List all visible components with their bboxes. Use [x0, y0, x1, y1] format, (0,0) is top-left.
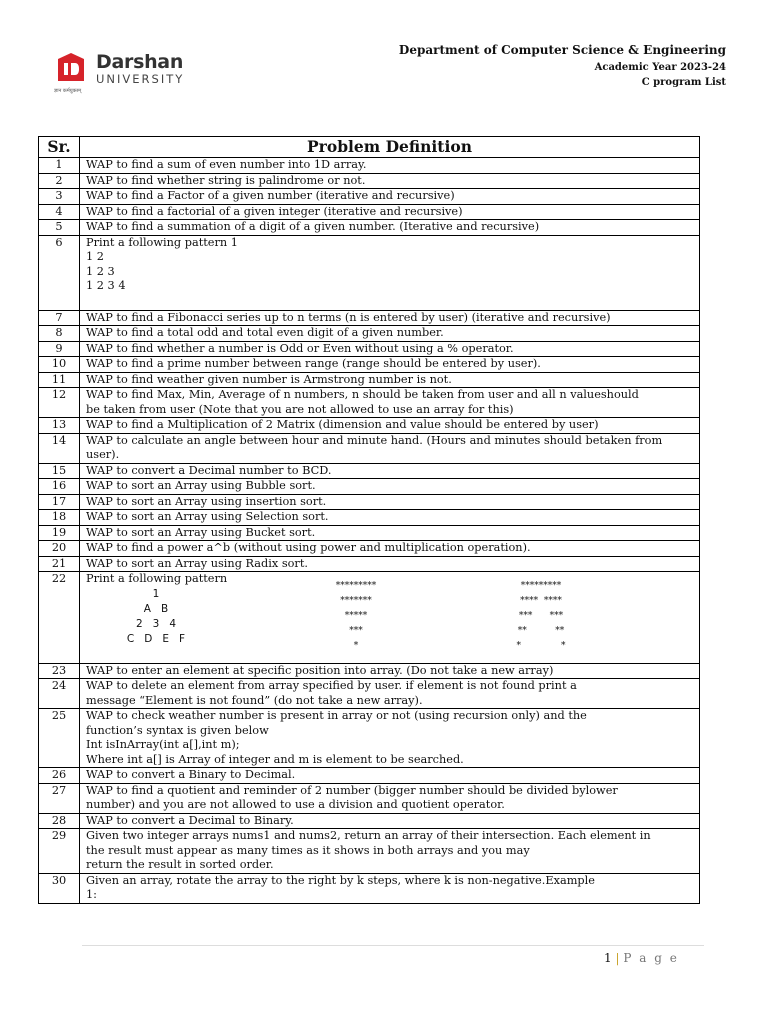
- problem-definition: [80, 510, 700, 526]
- definition-line: Print a following pattern: [86, 572, 228, 585]
- pattern-figures: [86, 580, 699, 663]
- definition-line: WAP to find a sum of even number into 1D array.: [86, 158, 367, 171]
- definition-line: message “Element is not found” (do not take a new array).: [86, 693, 423, 707]
- problem-definition: [80, 372, 700, 388]
- table-row: [39, 463, 700, 479]
- definition-line: WAP to convert a Binary to Decimal.: [86, 768, 296, 781]
- pattern-line: 1: [152, 587, 160, 600]
- column-header-definition: Problem Definition: [80, 137, 700, 158]
- table-row: [39, 310, 700, 326]
- logo-name: Darshan: [96, 51, 184, 73]
- table-row: [39, 556, 700, 572]
- problem-definition: [80, 556, 700, 572]
- table-row: [39, 873, 700, 903]
- definition-line: WAP to find a Factor of a given number (iterative and recursive): [86, 189, 455, 202]
- logo-subtitle: UNIVERSITY: [96, 72, 185, 86]
- pattern-line: 2 3 4: [135, 617, 177, 630]
- table-header-row: [39, 137, 700, 158]
- row-number: 24: [39, 679, 80, 709]
- department-heading: Department of Computer Science & Engineering: [398, 43, 726, 57]
- pattern-line: *********: [520, 580, 562, 591]
- row-number: 21: [39, 556, 80, 572]
- problem-definition: [80, 388, 700, 418]
- table-row: [39, 326, 700, 342]
- university-logo-mark: [54, 51, 88, 85]
- problem-definition: [80, 235, 700, 310]
- definition-line: WAP to calculate an angle between hour and minute hand. (Hours and minutes should betaken from: [86, 433, 663, 447]
- definition-line: user).: [86, 448, 120, 461]
- problem-definition: [80, 463, 700, 479]
- definition-line: WAP to find a Fibonacci series up to n terms (n is entered by user) (iterative and recursive): [86, 310, 611, 324]
- definition-line: WAP to delete an element from array specified by user. if element is not found print a: [86, 679, 577, 692]
- table-row: [39, 418, 700, 434]
- problem-definition: [80, 829, 700, 874]
- table-row: [39, 525, 700, 541]
- table-row: [39, 220, 700, 236]
- problem-definition: [80, 663, 700, 679]
- row-number: 12: [39, 388, 80, 418]
- table-row: [39, 189, 700, 205]
- pattern-line: *** ***: [518, 610, 564, 621]
- problem-definition: [80, 341, 700, 357]
- page-label: P a g e: [623, 951, 679, 965]
- academic-year: Academic Year 2023-24: [594, 62, 726, 73]
- definition-line: number) and you are not allowed to use a division and quotient operator.: [86, 798, 505, 811]
- definition-line: WAP to check weather number is present in array or not (using recursion only) and the: [86, 709, 587, 722]
- definition-line: WAP to sort an Array using Radix sort.: [86, 556, 308, 570]
- row-number: 14: [39, 433, 80, 463]
- row-number: 11: [39, 372, 80, 388]
- definition-line: WAP to find a power a^b (without using power and multiplication operation).: [86, 541, 531, 554]
- problem-definition: [80, 173, 700, 189]
- problem-definition: [80, 768, 700, 784]
- footer-rule: [82, 945, 704, 946]
- problem-definition: [80, 679, 700, 709]
- definition-line: WAP to find a Multiplication of 2 Matrix (dimension and value should be entered by user): [86, 418, 599, 431]
- definition-line: WAP to sort an Array using Bucket sort.: [86, 525, 316, 539]
- table-row: [39, 204, 700, 220]
- row-number: 22: [39, 572, 80, 664]
- pattern-line: *****: [344, 610, 368, 621]
- pattern-line: ** **: [517, 625, 565, 636]
- page-footer: [604, 951, 679, 965]
- definition-line: Where int a[] is Array of integer and m is element to be searched.: [86, 752, 464, 766]
- row-number: 19: [39, 525, 80, 541]
- pattern-line: * *: [516, 640, 566, 651]
- definition-line: WAP to enter an element at specific position into array. (Do not take a new array): [86, 663, 554, 677]
- table-row: [39, 433, 700, 463]
- definition-line: WAP to find whether a number is Odd or Even without using a % operator.: [86, 341, 514, 355]
- definition-line: WAP to sort an Array using insertion sort.: [86, 494, 327, 508]
- row-number: 1: [39, 158, 80, 174]
- definition-line: 1 2 3 4: [86, 279, 126, 292]
- row-number: 4: [39, 204, 80, 220]
- pattern-line: *********: [335, 580, 377, 591]
- definition-line: WAP to find Max, Min, Average of n numbers, n should be taken from user and all n valueshould: [86, 388, 639, 401]
- row-number: 9: [39, 341, 80, 357]
- row-number: 20: [39, 541, 80, 557]
- table-row: [39, 663, 700, 679]
- definition-line: 1:: [86, 888, 97, 901]
- row-number: 23: [39, 663, 80, 679]
- definition-line: Print a following pattern 1: [86, 235, 238, 249]
- problem-definition: [80, 494, 700, 510]
- row-number: 5: [39, 220, 80, 236]
- definition-line: WAP to find a quotient and reminder of 2 number (bigger number should be divided bylower: [86, 783, 618, 797]
- table-row: [39, 709, 700, 768]
- definition-line: WAP to find weather given number is Armstrong number is not.: [86, 372, 452, 386]
- definition-line: Given an array, rotate the array to the right by k steps, where k is non-negative.Example: [86, 873, 595, 887]
- pattern-line: *: [353, 640, 359, 651]
- table-row: [39, 235, 700, 310]
- row-number: 27: [39, 783, 80, 813]
- row-number: 7: [39, 310, 80, 326]
- problem-definition: [80, 783, 700, 813]
- definition-line: WAP to convert a Decimal to Binary.: [86, 813, 294, 827]
- pattern-line: C D E F: [126, 632, 186, 645]
- hollow-star-pattern: [486, 579, 596, 654]
- problem-definition: [80, 433, 700, 463]
- logo-tagline: ज्ञान कर्मयुक्तम्: [54, 88, 82, 94]
- row-number: 8: [39, 326, 80, 342]
- document-title: C program List: [641, 77, 726, 88]
- table-row: [39, 388, 700, 418]
- definition-line: 1 2 3: [86, 264, 115, 278]
- definition-line: WAP to find a total odd and total even digit of a given number.: [86, 326, 444, 339]
- definition-line: be taken from user (Note that you are not allowed to use an array for this): [86, 402, 514, 416]
- definition-line: the result must appear as many times as it shows in both arrays and you may: [86, 843, 530, 857]
- pattern-line: ***: [349, 625, 363, 636]
- problem-definition: [80, 204, 700, 220]
- pattern-line: A B: [143, 602, 169, 615]
- definition-line: 1 2: [86, 250, 104, 263]
- table-row: [39, 479, 700, 495]
- table-row: [39, 768, 700, 784]
- table-row: [39, 829, 700, 874]
- row-number: 10: [39, 357, 80, 373]
- row-number: 28: [39, 813, 80, 829]
- table-row: [39, 783, 700, 813]
- row-number: 3: [39, 189, 80, 205]
- definition-line: WAP to find a factorial of a given integer (iterative and recursive): [86, 204, 463, 218]
- problem-definition: [80, 220, 700, 236]
- definition-line: return the result in sorted order.: [86, 858, 274, 871]
- definition-line: WAP to find a prime number between range (range should be entered by user).: [86, 357, 541, 370]
- problem-definition: [80, 479, 700, 495]
- table-row: [39, 494, 700, 510]
- row-number: 6: [39, 235, 80, 310]
- row-number: 17: [39, 494, 80, 510]
- problem-definition: [80, 357, 700, 373]
- row-number: 29: [39, 829, 80, 874]
- row-number: 13: [39, 418, 80, 434]
- problem-definition: [80, 326, 700, 342]
- problem-definition: [80, 572, 700, 664]
- row-number: 16: [39, 479, 80, 495]
- row-number: 2: [39, 173, 80, 189]
- problem-definition: [80, 709, 700, 768]
- table-row: [39, 510, 700, 526]
- problem-definition: [80, 541, 700, 557]
- definition-line: Int isInArray(int a[],int m);: [86, 738, 240, 751]
- definition-line: WAP to find whether string is palindrome or not.: [86, 173, 366, 187]
- problem-definition: [80, 873, 700, 903]
- problem-definition: [80, 310, 700, 326]
- problem-definition: [80, 813, 700, 829]
- row-number: 15: [39, 463, 80, 479]
- table-row: [39, 372, 700, 388]
- definition-line: WAP to sort an Array using Selection sort.: [86, 510, 329, 523]
- table-row: [39, 357, 700, 373]
- footer-separator: |: [615, 951, 620, 965]
- inverted-star-pyramid: [306, 579, 406, 654]
- alpha-number-pattern: [106, 587, 206, 647]
- definition-line: WAP to convert a Decimal number to BCD.: [86, 463, 332, 477]
- table-row: [39, 813, 700, 829]
- page-number: 1: [604, 951, 612, 965]
- pattern-line: **** ****: [520, 595, 562, 606]
- row-number: 30: [39, 873, 80, 903]
- program-list-table: [38, 136, 700, 904]
- row-number: 25: [39, 709, 80, 768]
- pattern-line: *******: [340, 595, 372, 606]
- university-logo: [54, 51, 194, 99]
- problem-definition: [80, 418, 700, 434]
- table-row: [39, 158, 700, 174]
- table-row: [39, 173, 700, 189]
- problem-definition: [80, 525, 700, 541]
- row-number: 26: [39, 768, 80, 784]
- table-row: [39, 572, 700, 664]
- problem-definition: [80, 189, 700, 205]
- definition-line: Given two integer arrays nums1 and nums2, return an array of their intersection. Each element in: [86, 829, 651, 842]
- table-row: [39, 341, 700, 357]
- table-row: [39, 541, 700, 557]
- problem-definition: [80, 158, 700, 174]
- column-header-sr: Sr.: [39, 137, 80, 158]
- definition-line: WAP to find a summation of a digit of a given number. (Iterative and recursive): [86, 220, 540, 233]
- row-number: 18: [39, 510, 80, 526]
- table-row: [39, 679, 700, 709]
- definition-line: WAP to sort an Array using Bubble sort.: [86, 479, 316, 492]
- definition-line: function’s syntax is given below: [86, 723, 269, 737]
